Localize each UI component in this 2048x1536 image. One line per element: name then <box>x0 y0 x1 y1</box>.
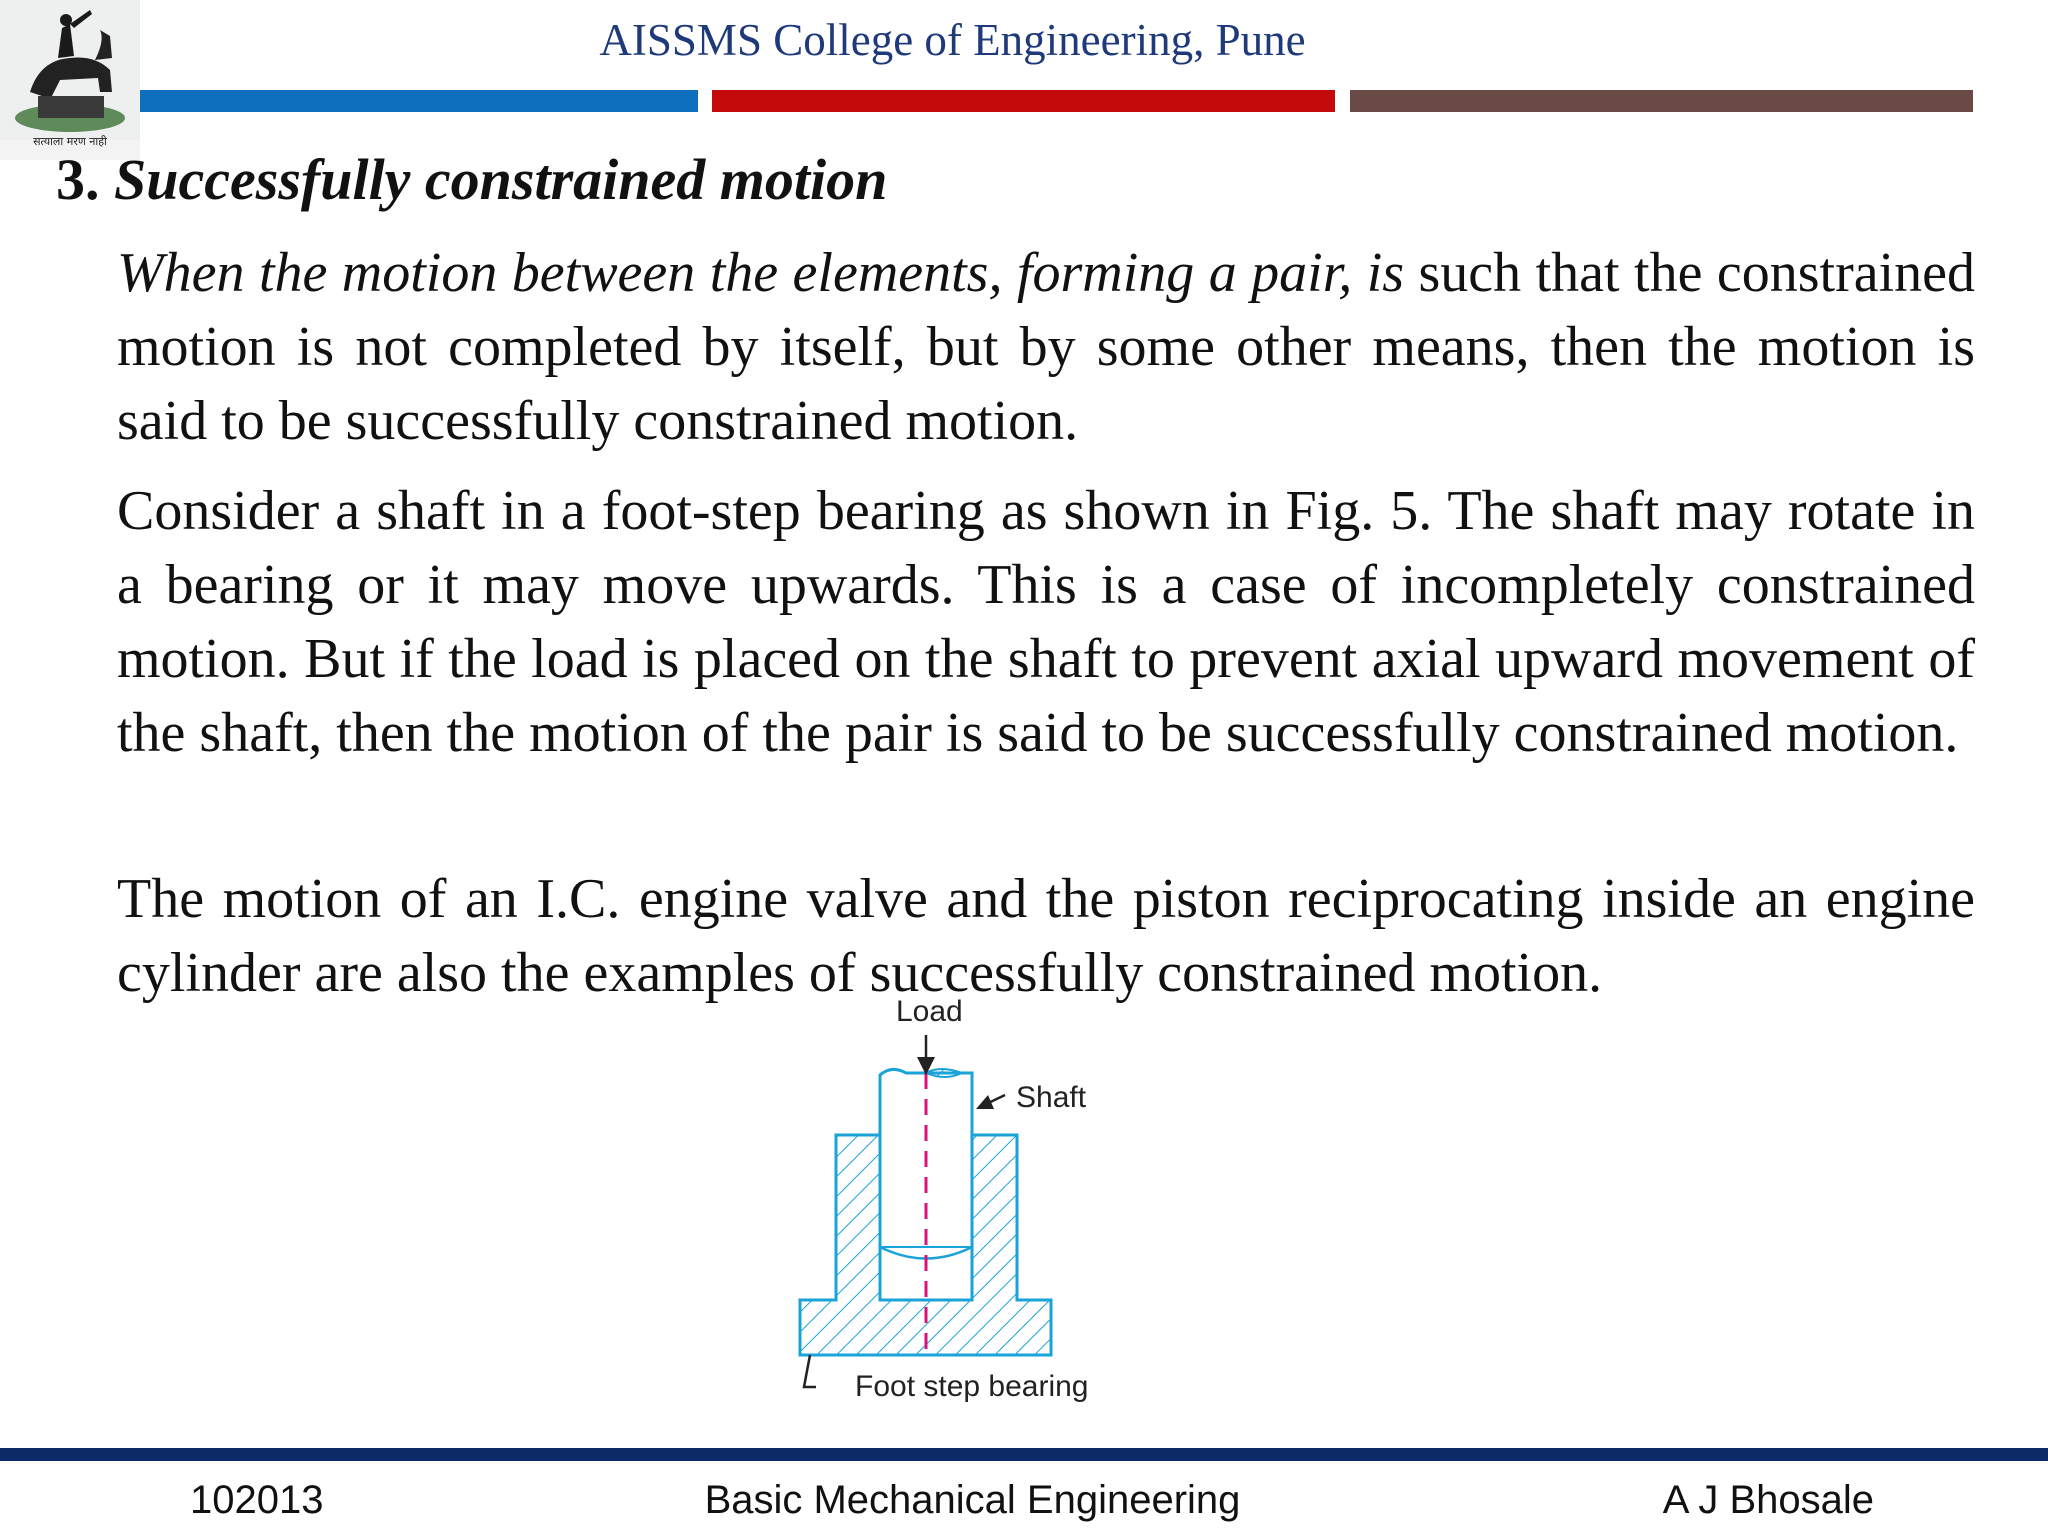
example-paragraph: Consider a shaft in a foot-step bearing as shown in Fig. 5. The shaft may rotate in a bearing or it may move upwards. This is a case of incompletely constrained motion. But if the load is placed on the shaft to prevent axial upward movement of the shaft, then the motion of the pair is said to be successfully constrained motion. <box>117 480 1975 764</box>
footer-bar <box>0 1448 2048 1461</box>
footer-course-code: 102013 <box>190 1478 324 1522</box>
section-heading <box>56 146 887 213</box>
header-rule-brown <box>1350 90 1973 112</box>
definition-text: such that the constrained motion is not completed by itself, but by some other means, then the motion is said to be successfully constrained motion. <box>117 242 1975 452</box>
heading-number: 3. <box>56 147 100 212</box>
header-rule-red <box>712 90 1335 112</box>
header-rule-blue <box>140 90 698 112</box>
bearing-label: Foot step bearing <box>855 1370 1089 1403</box>
foot-step-bearing-figure <box>780 995 1120 1415</box>
definition-italic-text: When the motion between the elements, forming a pair, is <box>117 242 1405 304</box>
college-name: AISSMS College of Engineering, Pune <box>599 15 1306 65</box>
load-label: Load <box>896 995 963 1028</box>
heading-title: Successfully constrained motion <box>114 147 888 212</box>
foot-step-bearing-diagram <box>780 995 1120 1415</box>
engine-example-paragraph: The motion of an I.C. engine valve and the piston reciprocating inside an engine cylinder are also the examples of successfully constrained motion. <box>117 868 1975 1004</box>
footer-author: A J Bhosale <box>1662 1478 1874 1522</box>
logo-motto: सत्याला मरण नाही <box>33 135 107 148</box>
shaft-label: Shaft <box>1016 1081 1087 1114</box>
footer-course-name: Basic Mechanical Engineering <box>704 1478 1241 1522</box>
definition-paragraph <box>117 236 1975 458</box>
